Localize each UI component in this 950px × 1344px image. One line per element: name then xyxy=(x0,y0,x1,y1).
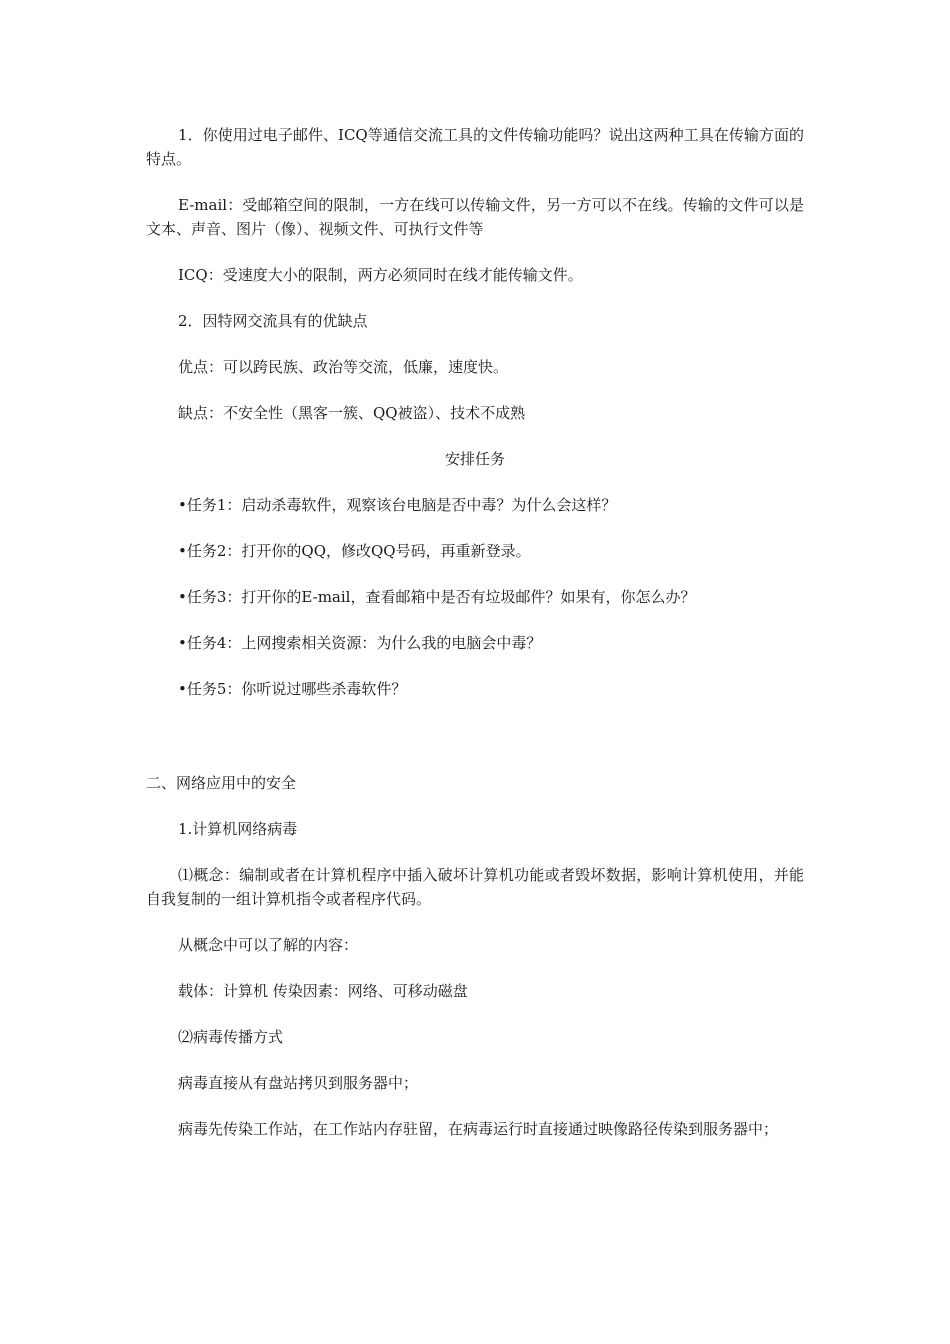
learn-from-concept: 从概念中可以了解的内容： xyxy=(178,936,359,954)
disadvantages: 缺点：不安全性（黑客一簇、QQ被盗）、技术不成熟 xyxy=(178,404,526,422)
section-2-heading: 二、网络应用中的安全 xyxy=(146,774,297,792)
icq-features: ICQ：受速度大小的限制，两方必须同时在线才能传输文件。 xyxy=(178,266,583,284)
task-2: •任务2：打开你的QQ，修改QQ号码，再重新登录。 xyxy=(178,542,531,560)
task-5: •任务5：你听说过哪些杀毒软件？ xyxy=(178,680,407,698)
spread-method-2: 病毒先传染工作站，在工作站内存驻留，在病毒运行时直接通过映像路径传染到服务器中； xyxy=(178,1120,779,1138)
carrier-factors: 载体：计算机 传染因素：网络、可移动磁盘 xyxy=(178,982,468,1000)
question-1: 1．你使用过电子邮件、ICQ等通信交流工具的文件传输功能吗？说出这两种工具在传输方面的特点。 xyxy=(146,126,804,168)
task-4: •任务4：上网搜索相关资源：为什么我的电脑会中毒？ xyxy=(178,634,542,652)
task-1: •任务1：启动杀毒软件，观察该台电脑是否中毒？为什么会这样？ xyxy=(178,496,617,514)
spread-heading: ⑵病毒传播方式 xyxy=(178,1028,284,1046)
task-3: •任务3：打开你的E-mail，查看邮箱中是否有垃圾邮件？如果有，你怎么办？ xyxy=(178,588,696,606)
email-features: E-mail：受邮箱空间的限制，一方在线可以传输文件，另一方可以不在线。传输的文件可以是文本、声音、图片（像）、视频文件、可执行文件等 xyxy=(146,196,804,238)
virus-concept: ⑴概念：编制或者在计算机程序中插入破坏计算机功能或者毁坏数据，影响计算机使用，并能自我复制的一组计算机指令或者程序代码。 xyxy=(146,866,804,908)
question-2: 2．因特网交流具有的优缺点 xyxy=(178,312,368,330)
virus-heading: 1.计算机网络病毒 xyxy=(178,820,298,838)
spread-method-1: 病毒直接从有盘站拷贝到服务器中； xyxy=(178,1074,419,1092)
advantages: 优点：可以跨民族、政治等交流，低廉，速度快。 xyxy=(178,358,509,376)
tasks-heading: 安排任务 xyxy=(444,450,505,468)
document-page xyxy=(146,123,804,1141)
